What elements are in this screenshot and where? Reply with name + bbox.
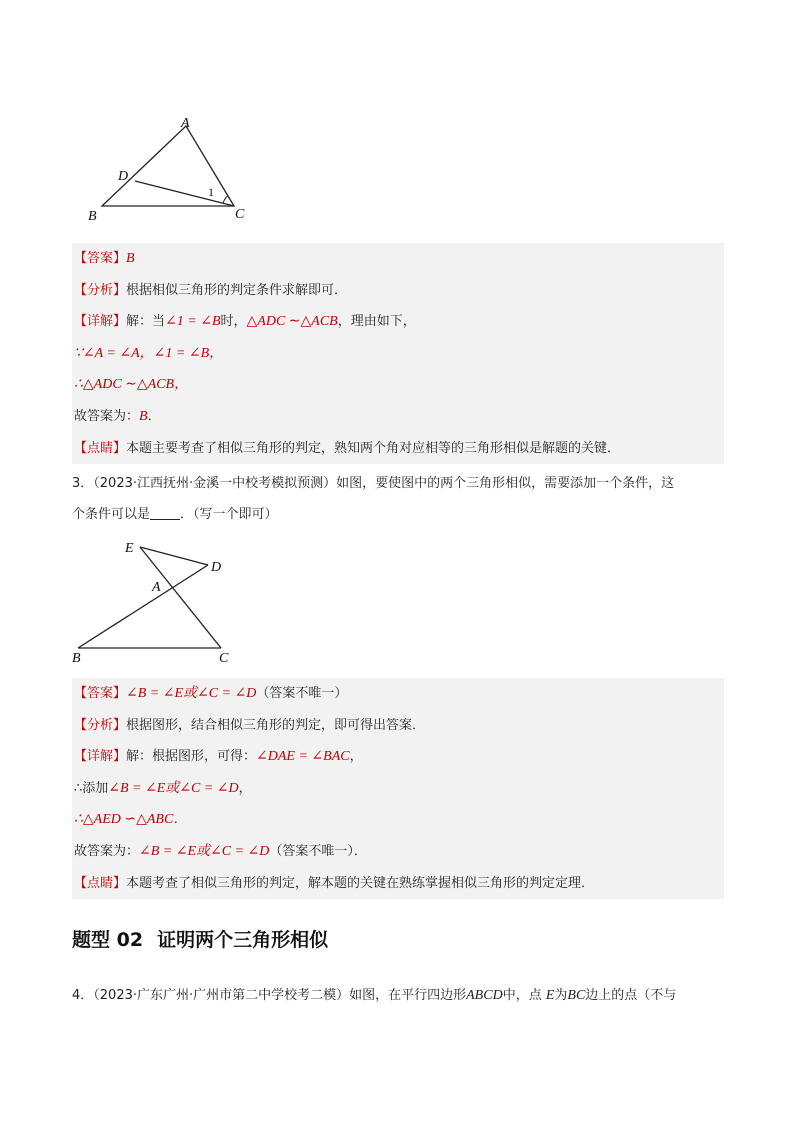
segment-ec bbox=[140, 547, 221, 648]
proof-line-3: ∴△ADC ∼△ACB， bbox=[74, 377, 189, 393]
label-angle-1: 1 bbox=[208, 185, 214, 199]
section-title: 证明两个三角形相似 bbox=[157, 929, 329, 951]
segment-ed bbox=[140, 547, 208, 565]
answer-row: 【答案】∠B = ∠E或∠C = ∠D（答案不唯一） bbox=[74, 686, 348, 701]
analysis-row: 【分析】根据图形，结合相似三角形的判定，即可得出答案． bbox=[74, 717, 426, 733]
label-e: E bbox=[125, 541, 134, 556]
question-3-line-1: 3．（2023·江西抚州·金溪一中校考模拟预测）如图，要使图中的两个三角形相似，需要添加一个条件，这 bbox=[72, 476, 675, 491]
solution-block-1 bbox=[72, 243, 724, 464]
label-c: C bbox=[235, 207, 245, 222]
triangle-figure-2 bbox=[66, 535, 246, 670]
label-b: B bbox=[88, 209, 97, 224]
final-answer-row: 故答案为：∠B = ∠E或∠C = ∠D（答案不唯一）． bbox=[74, 843, 367, 859]
final-answer-row: 故答案为：B． bbox=[74, 408, 161, 424]
question-3 bbox=[72, 468, 724, 530]
label-c: C bbox=[219, 651, 229, 666]
solution-block-2 bbox=[72, 678, 724, 899]
triangle-abc bbox=[102, 126, 234, 206]
detail-row: 【详解】解：根据图形，可得：∠DAE = ∠BAC， bbox=[74, 749, 363, 765]
section-heading bbox=[72, 925, 328, 952]
question-3-line-2: 个条件可以是 ．（写一个即可） bbox=[72, 507, 278, 522]
section-label: 题型 02 bbox=[72, 929, 144, 951]
question-4: 4．（2023·广东广州·广州市第二中学校考二模）如图，在平行四边形ABCD中，点 E为BC边上的点（不与 bbox=[72, 988, 677, 1003]
proof-line-3: ∴△AED ∽△ABC． bbox=[74, 812, 188, 828]
label-b: B bbox=[72, 651, 81, 666]
analysis-row: 【分析】根据相似三角形的判定条件求解即可． bbox=[74, 282, 348, 298]
answer-row: 【答案】B bbox=[74, 251, 135, 266]
label-d: D bbox=[211, 560, 222, 575]
proof-line-2: ∵∠A = ∠A，∠1 = ∠B， bbox=[74, 345, 224, 361]
detail-row: 【详解】解：当∠1 = ∠B时，△ADC ∼△ACB，理由如下， bbox=[74, 314, 416, 330]
comment-row: 【点睛】本题主要考查了相似三角形的判定，熟知两个角对应相等的三角形相似是解题的关键． bbox=[74, 440, 621, 456]
triangle-figure-1 bbox=[80, 110, 260, 230]
angle-1-arc bbox=[223, 196, 228, 203]
label-d: D bbox=[118, 169, 129, 184]
answer-blank bbox=[150, 505, 180, 520]
comment-row: 【点睛】本题考查了相似三角形的判定，解本题的关键在熟练掌握相似三角形的判定定理． bbox=[74, 875, 595, 891]
label-a: A bbox=[181, 116, 190, 131]
answer-value: B bbox=[126, 251, 135, 266]
label-a: A bbox=[152, 580, 161, 595]
segment-dc bbox=[135, 181, 234, 206]
proof-line-2: ∴添加∠B = ∠E或∠C = ∠D， bbox=[74, 780, 252, 796]
